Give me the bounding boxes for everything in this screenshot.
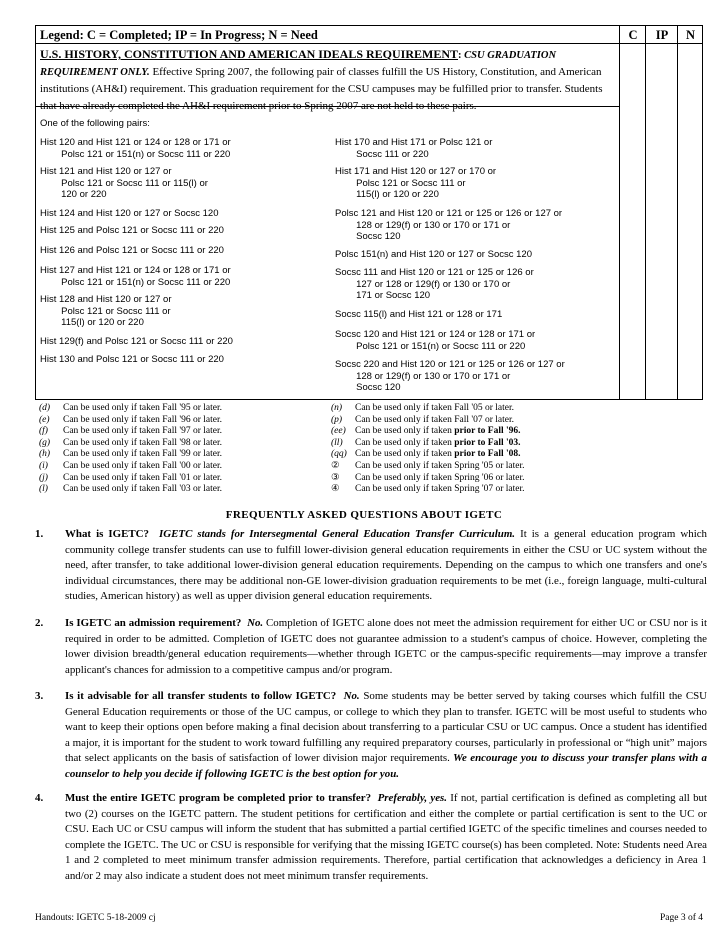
footnotes <box>35 401 703 500</box>
footer-handout-id: Handouts: IGETC 5-18-2009 cj <box>35 913 156 923</box>
faq-question: Is IGETC an admission requirement? <box>65 617 242 629</box>
footnote: ④ Can be used only if taken Spring '07 or later. <box>331 484 525 495</box>
faq-question: Is it advisable for all transfer students to follow IGETC? <box>65 690 337 702</box>
pair-right: Hist 170 and Hist 171 or Polsc 121 or Socsc 111 or 220 <box>335 137 493 160</box>
column-need: N <box>685 28 696 42</box>
legend: Legend: C = Completed; IP = In Progress; N = Need <box>40 28 318 42</box>
requirements-table <box>35 25 703 400</box>
pair-left: Hist 129(f) and Polsc 121 or Socsc 111 or 220 <box>40 336 233 347</box>
requirement-title: U.S. HISTORY, CONSTITUTION AND AMERICAN IDEALS REQUIREMENT <box>40 47 459 61</box>
footnote: (l) Can be used only if taken Fall '03 or later. <box>39 484 222 495</box>
pair-left: Hist 126 and Polsc 121 or Socsc 111 or 220 <box>40 245 224 256</box>
footnote: (qq) Can be used only if taken prior to Fall '08. <box>331 449 521 460</box>
footnote: (d) Can be used only if taken Fall '95 or later. <box>39 403 222 413</box>
footnote: (g) Can be used only if taken Fall '98 or later. <box>39 437 222 448</box>
faq-answer: No. <box>343 690 360 702</box>
column-in-progress: IP <box>655 28 669 42</box>
pair-left: Hist 130 and Polsc 121 or Socsc 111 or 220 <box>40 354 224 365</box>
requirement-text: Effective Spring 2007, the following pair of classes fulfill the US History, Constitution, and American institutions (AH&I) requirement. This graduation requirement for the CSU campuses may be fulfilled prior to transfer. Students that have already completed the AH&I requirement prior to Spring 2007 are not held to these pairs. <box>40 66 603 112</box>
faq-answer: No. <box>247 617 264 629</box>
faq-item: 1. What is IGETC? IGETC stands for Intersegmental General Education Transfer Curriculum. It is a general education program which community college transfer students can use to fulfill lower-division general education requirements in either the CSU or UC system without the need, after transfer, to take additional lower-division general education requirements. Depending on the campus to which one transfers and one's individual circumstances, there may be additional non-GE lower-division graduation requirements to be met (i.e., foreign language, multi-cultural studies, American history) as well as upper division general education requirements. <box>35 528 707 603</box>
requirement-description: U.S. HISTORY, CONSTITUTION AND AMERICAN IDEALS REQUIREMENT: CSU GRADUATION REQUIREMENT ONLY. Effective Spring 2007, the following pair of classes fulfill the US History, Constitution, and American institutions (AH&I) requirement. This graduation requirement for the CSU campuses may be fulfilled prior to transfer. Students that have already completed the AH&I requirement prior to Spring 2007 are not held to these pairs. <box>40 47 603 112</box>
footnote: (n) Can be used only if taken Fall '05 or later. <box>331 403 514 413</box>
pair-right: Socsc 120 and Hist 121 or 124 or 128 or 171 or Polsc 121 or 151(n) or Socsc 111 or 220 <box>335 329 536 352</box>
pair-left: Hist 124 and Hist 120 or 127 or Socsc 120 <box>40 208 219 219</box>
pair-right: Polsc 151(n) and Hist 120 or 127 or Socsc 120 <box>335 249 532 260</box>
footnote: (f) Can be used only if taken Fall '97 or later. <box>39 426 222 437</box>
pair-left: Hist 127 and Hist 121 or 124 or 128 or 171 or Polsc 121 or 151(n) or Socsc 111 or 220 <box>40 265 231 288</box>
footnote: ② Can be used only if taken Spring '05 or later. <box>331 461 525 471</box>
pair-left: Hist 128 and Hist 120 or 127 or Polsc 121 or Socsc 111 or 115(l) or 120 or 220 <box>40 294 172 328</box>
faq-question: Must the entire IGETC program be completed prior to transfer? <box>65 792 372 804</box>
pair-right: Socsc 115(l) and Hist 121 or 128 or 171 <box>335 309 503 320</box>
pair-left: Hist 121 and Hist 120 or 127 or Polsc 121 or Socsc 111 or 115(l) or 120 or 220 <box>40 166 208 200</box>
faq-answer: Preferably, yes. <box>377 792 448 804</box>
faq-title: FREQUENTLY ASKED QUESTIONS ABOUT IGETC <box>225 509 503 521</box>
pair-right: Polsc 121 and Hist 120 or 121 or 125 or 126 or 127 or 128 or 129(f) or 130 or 170 or 171 or Socsc 120 <box>335 208 563 242</box>
footnote: (j) Can be used only if taken Fall '01 or later. <box>39 472 222 483</box>
footer-page-number: Page 3 of 4 <box>659 913 703 923</box>
pair-right: Hist 171 and Hist 120 or 127 or 170 or Polsc 121 or Socsc 111 or 115(l) or 120 or 220 <box>335 166 497 200</box>
footnote: (h) Can be used only if taken Fall '99 or later. <box>39 449 222 460</box>
faq-item: 4. Must the entire IGETC program be completed prior to transfer? Preferably, yes. If not, partial certification is defined as completing all but two (2) courses on the IGETC pattern. The student petitions for certification and either the complete or partial certification is sent to the UC or CSU. Each UC or CSU campus will inform the student that has submitted a partial certified IGETC of the specific timelines and courses needed to complete the IGETC. The UC or CSU is responsible for verifying that the missing IGETC course(s) has been completed. Note: Students need Area 1 and 2 completed to meet minimum transfer admission requirements. Therefore, partial certification that acknowledges a deficiency in Area 1 and/or 2 may also indicate a student does not meet minimum transfer requirements. <box>35 792 707 882</box>
column-divider <box>645 26 646 399</box>
footnote: (ee) Can be used only if taken prior to Fall '96. <box>331 426 521 437</box>
faq-answer: IGETC stands for Intersegmental General Education Transfer Curriculum. <box>159 528 516 540</box>
faq-question: What is IGETC? <box>65 528 149 540</box>
pairs-intro: One of the following pairs: <box>40 118 150 129</box>
legend-divider <box>36 43 702 44</box>
column-divider <box>677 26 678 399</box>
column-divider <box>619 26 620 399</box>
footnote: (e) Can be used only if taken Fall '96 or later. <box>39 414 222 425</box>
footnote: (p) Can be used only if taken Fall '07 or later. <box>331 414 514 425</box>
footnote: ③ Can be used only if taken Spring '06 or later. <box>331 472 525 483</box>
faq-item: 3. Is it advisable for all transfer students to follow IGETC? No. Some students may be better served by taking courses which fulfill the CSU General Education requirements or those of the UC campus, or college to which they plan to transfer. IGETC will be most useful to students who want to keep their options open before making a final decision about transferring to a particular CSU or UC campus. Once a student has identified a major, it is important for the student to work toward fulfilling any required preparatory courses, particularly in professional or “high unit” majors that select applicants on the basis of satisfaction of lower division major requirements. We encourage you to discuss your transfer plans with a counselor to help you decide if following IGETC is the best option for you. <box>35 690 707 780</box>
pair-right: Socsc 220 and Hist 120 or 121 or 125 or 126 or 127 or 128 or 129(f) or 130 or 170 or 171 or Socsc 120 <box>335 359 565 393</box>
column-completed: C <box>628 28 638 42</box>
pair-left: Hist 120 and Hist 121 or 124 or 128 or 171 or Polsc 121 or 151(n) or Socsc 111 or 220 <box>40 137 231 160</box>
requirement-subtitle: CSU GRADUATION REQUIREMENT ONLY. <box>40 50 557 78</box>
pair-left: Hist 125 and Polsc 121 or Socsc 111 or 220 <box>40 225 224 236</box>
footnote: (ll) Can be used only if taken prior to Fall '03. <box>331 437 521 448</box>
footnote: (i) Can be used only if taken Fall '00 or later. <box>39 461 222 471</box>
pair-right: Socsc 111 and Hist 120 or 121 or 125 or 126 or 127 or 128 or 129(f) or 130 or 170 or 171 or Socsc 120 <box>335 267 534 301</box>
faq-item: 2. Is IGETC an admission requirement? No. Completion of IGETC alone does not meet the admission requirement for either UC or CSU nor is it required in order to be admitted. Completion of IGETC does not guarantee admission to a student's campus of choice. However, completing the lower division breadth/general education requirements—whether through IGETC or the campus-specific requirements—may improve a transfer applicant's chances for admission to a competitive campus and/or program. <box>35 617 707 676</box>
